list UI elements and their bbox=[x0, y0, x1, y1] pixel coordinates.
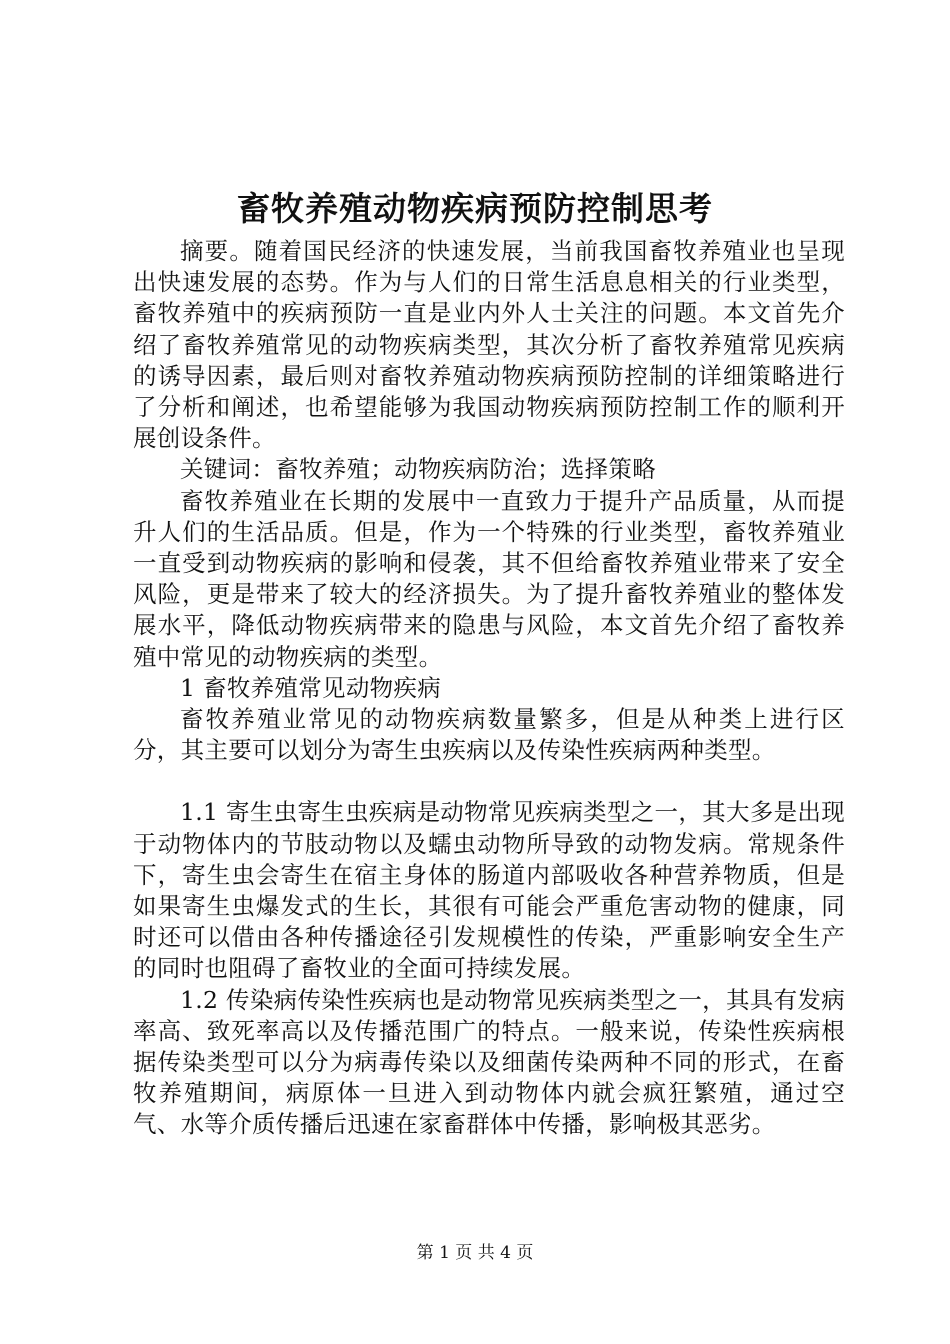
intro-paragraph: 畜牧养殖业在长期的发展中一直致力于提升产品质量，从而提升人们的生活品质。但是，作为一个特殊的行业类型，畜牧养殖业一直受到动物疾病的影响和侵袭，其不但给畜牧养殖业带来了安全风险，更是带来了较大的经济损失。为了提升畜牧养殖业的整体发展水平，降低动物疾病带来的隐患与风险，本文首先介绍了畜牧养殖中常见的动物疾病的类型。 bbox=[133, 486, 845, 671]
page-title: 畜牧养殖动物疾病预防控制思考 bbox=[237, 189, 713, 228]
page-footer: 第 1 页 共 4 页 bbox=[416, 1243, 534, 1263]
keywords-line: 关键词：畜牧养殖；动物疾病防治；选择策略 bbox=[180, 455, 656, 484]
section-1-paragraph: 畜牧养殖业常见的动物疾病数量繁多，但是从种类上进行区分，其主要可以划分为寄生虫疾病以及传染性疾病两种类型。 bbox=[133, 705, 845, 765]
section-1-1-paragraph: 1.1 寄生虫寄生虫疾病是动物常见疾病类型之一，其大多是出现于动物体内的节肢动物以及蠕虫动物所导致的动物发病。常规条件下，寄生虫会寄生在宿主身体的肠道内部吸收各种营养物质，但是如果寄生虫爆发式的生长，其很有可能会严重危害动物的健康，同时还可以借由各种传播途径引发规模性的传染，严重影响安全生产的同时也阻碍了畜牧业的全面可持续发展。 bbox=[133, 798, 845, 983]
section-1-2-paragraph: 1.2 传染病传染性疾病也是动物常见疾病类型之一，其具有发病率高、致死率高以及传播范围广的特点。一般来说，传染性疾病根据传染类型可以分为病毒传染以及细菌传染两种不同的形式，在畜牧养殖期间，病原体一旦进入到动物体内就会疯狂繁殖，通过空气、水等介质传播后迅速在家畜群体中传播，影响极其恶劣。 bbox=[133, 985, 845, 1139]
document-body bbox=[133, 236, 845, 1141]
section-1-heading: 1 畜牧养殖常见动物疾病 bbox=[180, 673, 442, 702]
abstract-paragraph: 摘要。随着国民经济的快速发展，当前我国畜牧养殖业也呈现出快速发展的态势。作为与人们的日常生活息息相关的行业类型，畜牧养殖中的疾病预防一直是业内外人士关注的问题。本文首先介绍了畜牧养殖常见的动物疾病类型，其次分析了畜牧养殖常见疾病的诱导因素，最后则对畜牧养殖动物疾病预防控制的详细策略进行了分析和阐述，也希望能够为我国动物疾病预防控制工作的顺利开展创设条件。 bbox=[133, 237, 845, 453]
paragraph-spacer bbox=[133, 766, 845, 797]
